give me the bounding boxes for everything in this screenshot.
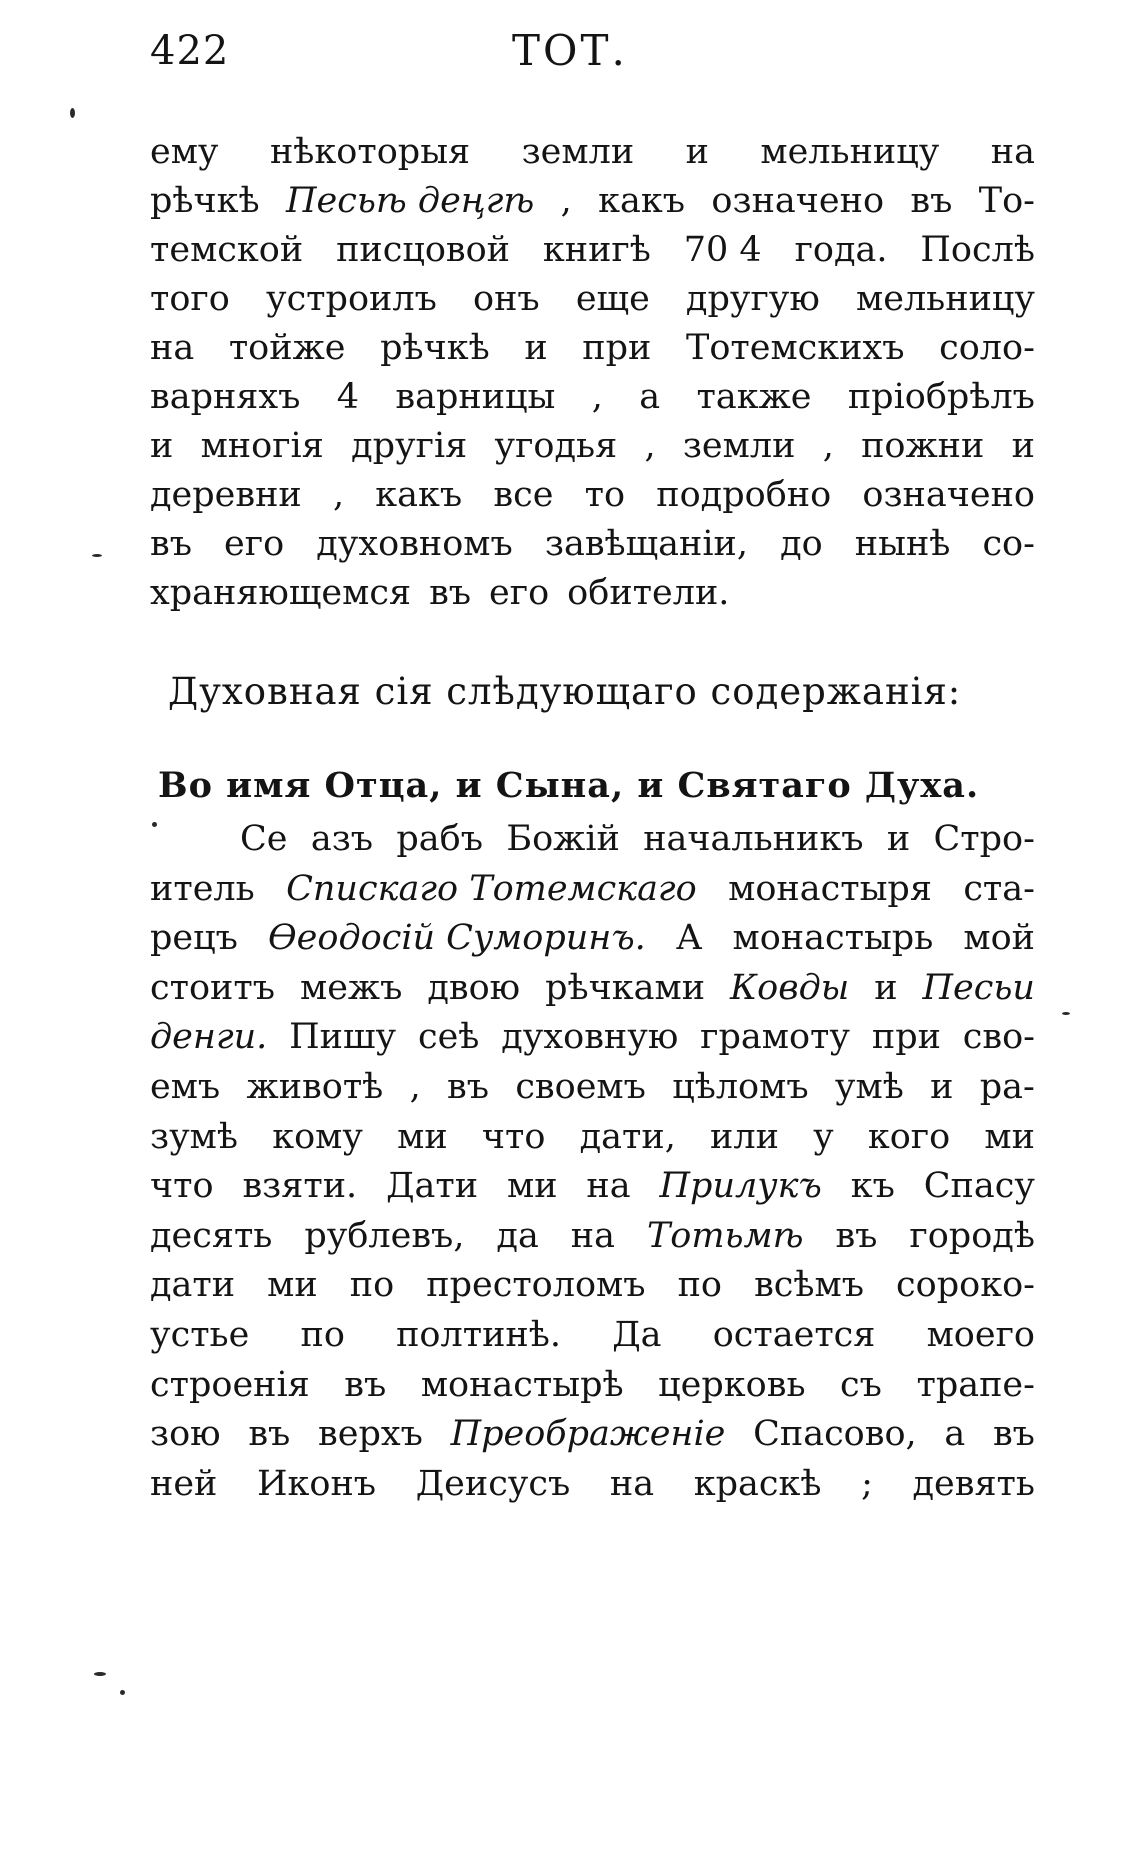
word: взяти.	[242, 1166, 358, 1207]
word: Спискаго Тотемскаго	[286, 868, 697, 909]
text-line	[150, 1460, 1035, 1510]
word: 70 4	[683, 230, 762, 270]
word: десять	[150, 1215, 273, 1256]
word: въ	[344, 1364, 387, 1405]
word: ,	[332, 475, 345, 515]
word: трапе-	[916, 1364, 1035, 1405]
text-line	[150, 1410, 1035, 1460]
word: Тотемскихъ	[685, 328, 905, 368]
word: верхъ	[318, 1414, 423, 1455]
word: ему	[150, 132, 219, 172]
word: монастыря	[728, 868, 932, 909]
word: То-	[978, 181, 1035, 221]
text-line	[150, 177, 1035, 226]
word: дати	[150, 1265, 236, 1306]
print-speck	[1062, 1012, 1070, 1015]
print-speck	[152, 822, 157, 827]
print-speck	[120, 1690, 125, 1695]
word: устроилъ	[265, 279, 437, 319]
word: многія	[200, 426, 324, 466]
paragraph-intro	[150, 128, 1035, 618]
text-line	[150, 865, 1035, 915]
word: ми	[984, 1116, 1035, 1157]
word: то	[584, 475, 626, 515]
word: Иконъ	[257, 1463, 377, 1504]
word: и	[874, 967, 898, 1008]
word: строенія	[150, 1364, 310, 1405]
word: и	[1011, 426, 1035, 466]
word: ,	[822, 426, 834, 466]
word: краскѣ	[693, 1463, 822, 1504]
word: означено	[711, 181, 885, 221]
word: деревни	[150, 475, 302, 515]
word: по	[677, 1265, 723, 1306]
word: при	[871, 1017, 941, 1058]
word: Стро-	[933, 819, 1035, 859]
word: на	[609, 1463, 655, 1504]
word: дати,	[579, 1116, 676, 1157]
word: что	[481, 1116, 546, 1157]
text-line	[150, 1013, 1035, 1063]
word: межъ	[299, 967, 403, 1008]
word: года.	[794, 230, 888, 270]
word: Божій	[506, 819, 620, 859]
word: ,	[644, 426, 656, 466]
text-line	[150, 1311, 1035, 1361]
print-speck	[70, 108, 75, 118]
word: ;	[861, 1463, 873, 1504]
word: монастырь	[732, 918, 934, 959]
word: на	[150, 328, 195, 368]
text-line	[150, 520, 1035, 569]
print-speck	[94, 1672, 106, 1676]
word: азъ	[310, 819, 374, 859]
word: что	[150, 1166, 214, 1207]
word: городѣ	[909, 1215, 1035, 1256]
word: нынѣ	[854, 524, 951, 564]
text-line	[150, 422, 1035, 471]
print-speck	[92, 554, 102, 557]
word: со-	[982, 524, 1035, 564]
word: земли	[521, 132, 635, 172]
word: Преображеніе	[450, 1414, 726, 1455]
text-line	[150, 324, 1035, 373]
word: сво-	[962, 1017, 1035, 1058]
text-line	[150, 964, 1035, 1014]
word: и	[930, 1066, 954, 1107]
word: церковь	[658, 1364, 806, 1405]
word: пріобрѣлъ	[847, 377, 1035, 417]
word: съ	[840, 1364, 882, 1405]
word: у	[813, 1116, 834, 1157]
text-line	[150, 1162, 1035, 1212]
word: зумѣ	[150, 1116, 239, 1157]
word: въ	[429, 573, 472, 613]
word: монастырѣ	[420, 1364, 624, 1405]
word: кого	[867, 1116, 951, 1157]
word: своемъ	[515, 1066, 646, 1107]
word: ,	[409, 1066, 421, 1107]
word: а	[639, 377, 661, 417]
word: Ѳеодосій Суморинъ.	[267, 918, 646, 959]
word: Прилукъ	[659, 1166, 822, 1207]
word: зою	[150, 1414, 221, 1455]
word: какъ	[375, 475, 463, 515]
word: подробно	[656, 475, 832, 515]
word: цѣломъ	[672, 1066, 809, 1107]
word: означено	[862, 475, 1035, 515]
word: А	[675, 918, 703, 959]
word: всѣмъ	[754, 1265, 864, 1306]
word: писцовой	[336, 230, 511, 270]
word: угодья	[494, 426, 618, 466]
word: денги.	[150, 1017, 268, 1058]
word: въ	[150, 524, 192, 564]
word: также	[696, 377, 812, 417]
word: Песьѣ деңгѣ	[286, 181, 535, 221]
text-line	[150, 275, 1035, 324]
word: да	[496, 1215, 539, 1256]
invocation-line: Во имя Отца, и Сына, и Святаго Духа.	[158, 765, 980, 806]
word: рѣчками	[545, 967, 706, 1008]
word: до	[780, 524, 823, 564]
text-line	[150, 128, 1035, 177]
word: того	[150, 279, 230, 319]
word: какъ	[598, 181, 686, 221]
word: стоитъ	[150, 967, 275, 1008]
word: грамоту	[700, 1017, 851, 1058]
word: или	[710, 1116, 779, 1157]
paragraph-testament	[150, 815, 1035, 1509]
word: соло-	[939, 328, 1035, 368]
word: мельницу	[760, 132, 940, 172]
word: ми	[397, 1116, 448, 1157]
section-heading: Духовная сія слѣдующаго содержанія:	[168, 670, 962, 713]
text-line	[150, 815, 1035, 865]
word: девять	[912, 1463, 1035, 1504]
word: варняхъ	[150, 377, 301, 417]
word: Се	[240, 819, 288, 859]
word: и	[685, 132, 709, 172]
word: а	[944, 1414, 966, 1455]
word: еще	[575, 279, 650, 319]
word: умѣ	[834, 1066, 904, 1107]
word: его	[224, 524, 285, 564]
word: завѣщаніи,	[544, 524, 749, 564]
word: и	[524, 328, 548, 368]
text-line	[150, 1113, 1035, 1163]
text-line	[150, 226, 1035, 275]
word: Дати	[386, 1166, 479, 1207]
word: его	[489, 573, 550, 613]
word: книгѣ	[542, 230, 651, 270]
word: въ	[248, 1414, 291, 1455]
text-line	[150, 1063, 1035, 1113]
word: въ	[910, 181, 953, 221]
word: варницы	[395, 377, 556, 417]
word: ,	[591, 377, 603, 417]
word: рецъ	[150, 918, 238, 959]
word: въ	[835, 1215, 878, 1256]
word: ми	[506, 1166, 558, 1207]
word: ста-	[963, 868, 1035, 909]
word: Послѣ	[920, 230, 1035, 270]
word: Тотьмѣ	[646, 1215, 804, 1256]
word: Деисусъ	[415, 1463, 571, 1504]
word: на	[586, 1166, 631, 1207]
word: емъ	[150, 1066, 221, 1107]
word: остается	[712, 1314, 876, 1355]
word: духовномъ	[316, 524, 513, 564]
word: обители.	[567, 573, 730, 613]
word: другія	[351, 426, 468, 466]
word: итель	[150, 868, 255, 909]
word: на	[990, 132, 1035, 172]
word: и	[150, 426, 174, 466]
word: другую	[685, 279, 820, 319]
text-line	[150, 1261, 1035, 1311]
word: духовную	[501, 1017, 679, 1058]
text-line	[150, 373, 1035, 422]
word: пожни	[861, 426, 985, 466]
word: полтинѣ.	[396, 1314, 561, 1355]
text-line	[150, 914, 1035, 964]
word: ней	[150, 1463, 218, 1504]
word: онъ	[473, 279, 540, 319]
word: двою	[427, 967, 521, 1008]
running-head: ТОТ.	[512, 26, 628, 75]
word: въ	[992, 1414, 1035, 1455]
word: Спасово,	[753, 1414, 917, 1455]
word: въ	[447, 1066, 490, 1107]
word: рублевъ,	[304, 1215, 465, 1256]
word: рѣчкѣ	[380, 328, 490, 368]
word: престоломъ	[426, 1265, 646, 1306]
word: ра-	[979, 1066, 1035, 1107]
text-line	[150, 569, 1035, 618]
word: земли	[682, 426, 796, 466]
word: нѣкоторыя	[269, 132, 471, 172]
page-number: 422	[150, 28, 230, 74]
text-line	[150, 471, 1035, 520]
word: при	[582, 328, 652, 368]
word: рѣчкѣ	[150, 181, 260, 221]
word: кому	[272, 1116, 363, 1157]
word: все	[493, 475, 554, 515]
word: на	[570, 1215, 615, 1256]
word: ми	[267, 1265, 318, 1306]
word: начальникъ	[643, 819, 864, 859]
word: рабъ	[396, 819, 484, 859]
word: къ	[850, 1166, 895, 1207]
word: устье	[150, 1314, 250, 1355]
word: сороко-	[896, 1265, 1035, 1306]
word: животѣ	[246, 1066, 384, 1107]
word: тойже	[228, 328, 346, 368]
word: 4	[336, 377, 360, 417]
word: Пишу	[289, 1017, 397, 1058]
word: по	[349, 1265, 395, 1306]
word: темской	[150, 230, 304, 270]
word: моего	[926, 1314, 1035, 1355]
word: и	[886, 819, 911, 859]
text-line	[150, 1212, 1035, 1262]
page-header	[140, 22, 1040, 92]
word: Спасу	[923, 1166, 1035, 1207]
word: ,	[560, 181, 572, 221]
word: мельницу	[856, 279, 1035, 319]
word: по	[300, 1314, 345, 1355]
word: мой	[963, 918, 1035, 959]
word: храняющемся	[150, 573, 412, 613]
word: Песьи	[922, 967, 1035, 1008]
word: Ковды	[730, 967, 850, 1008]
word: сеѣ	[417, 1017, 480, 1058]
text-line	[150, 1361, 1035, 1411]
word: Да	[612, 1314, 662, 1355]
